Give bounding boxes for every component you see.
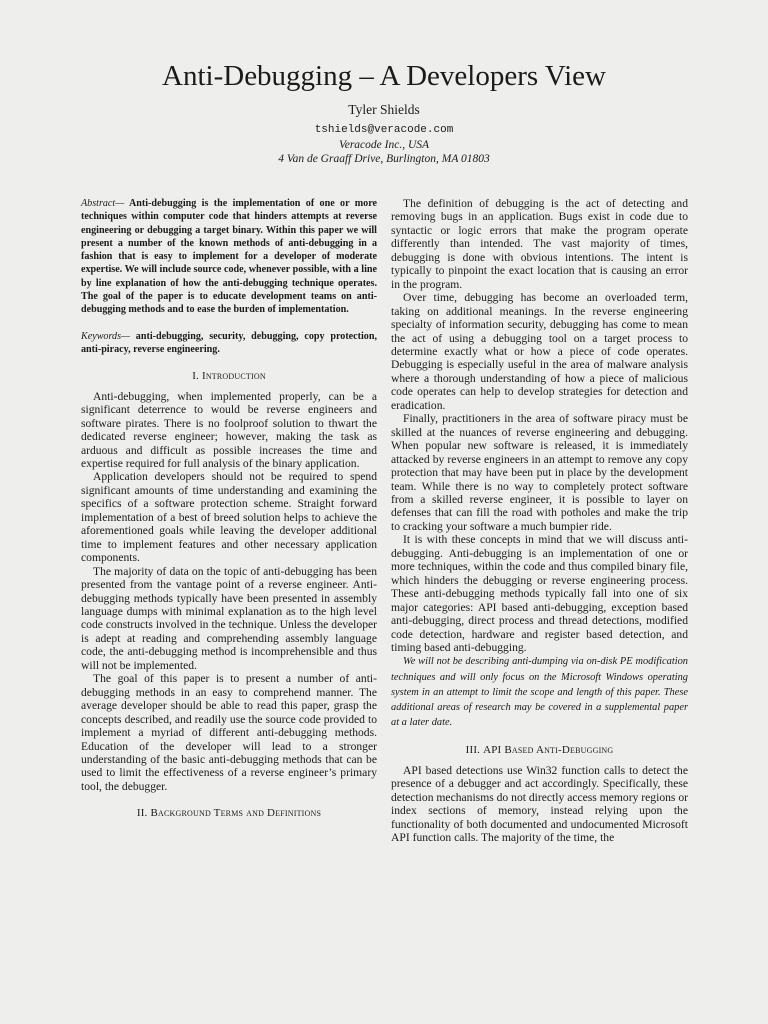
paragraph: Finally, practitioners in the area of software piracy must be skilled at the nuances of reverse engineering and debugging. When popular new software is released, it is immediately attacked by reverse engineers in an attempt to remove any copy protection that may have been put in place by the development team. While there is no way to completely protect software from a skilled reverse engineer, it is possible to layer on defenses that can fill the road with potholes and make the trip to cracking your software a much bumpier ride. [391,412,688,533]
section-number: I. [192,370,200,383]
author-email: tshields@veracode.com [314,124,454,136]
paragraph: Anti-debugging, when implemented properly, can be a significant deterrence to would be reverse engineers and software pirates. There is no foolproof solution to thwart the dedicated reverse engineer; however, making the task as arduous and difficult as possible increases the time and expertise required for full analysis of the binary application. [81,389,377,470]
paragraph: The majority of data on the topic of anti-debugging has been presented from the vantage point of a reverse engineer. Anti-debugging methods typically have been presented in assembly language dumps with minimal explanation as to the high level code constructs involved in the technique. Unless the developer is adept at reading and comprehending assembly language code, the anti-debugging method is incomprehensible and thus will not be implemented. [81,564,377,672]
abstract-text: Anti-debugging is the implementation of one or more techniques within computer code that hinders attempts at reverse engineering or debugging a target binary. Within this paper we will present a number of the known methods of anti-debugging in a fashion that is easy to implement for a developer of moderate expertise. We will include source code, whenever possible, with a line by line explanation of how the anti-debugging technique operates. The goal of the paper is to educate development teams on anti-debugging methods and to ease the burden of implementation. [81,198,377,316]
section-title: Introduction [201,370,266,383]
keywords [81,330,377,357]
paragraph: It is with these concepts in mind that we will discuss anti-debugging. Anti-debugging is an implementation of one or more techniques, within the code and thus compiled binary file, which hinders the debugging or reverse engineering process. These anti-debugging methods typically fall into one of six major categories: API based anti-debugging, exception based anti-debugging, direct process and thread detections, modified code detection, hardware and register based detection, and timing based anti-debugging. [391,533,688,654]
section-number: III. [465,744,481,757]
section-number: II. [136,807,148,820]
paragraph: Over time, debugging has become an overloaded term, taking on additional meanings. In the reverse engineering specialty of information security, debugging has come to mean the act of using a debugging tool on a target process to determine exactly what or how a piece of code operates. Debugging is especially useful in the area of malware analysis where a thorough understanding of how a piece of malicious code operates can help to develop strategies for detection and eradication. [391,291,688,412]
keywords-lead: Keywords— [81,330,130,342]
paper-title: Anti-Debugging – A Developers View [162,60,606,92]
paragraph: API based detections use Win32 function calls to detect the presence of a debugger and act accordingly. Specifically, these detection mechanisms do not directly access memory regions or index sections of memory, instead relying upon the functionality of both documented and undocumented Microsoft API function calls. The majority of the time, the [391,763,688,845]
section-heading-api-based [391,744,688,757]
paragraph: The definition of debugging is the act of detecting and removing bugs in an application. Bugs exist in code due to syntactic or logic errors that make the program operate differently than intended. The vast majority of times, debugging is done with obvious intentions. The intent is typically to pinpoint the exact location that is causing an error in the program. [391,197,688,291]
author-affiliation: Veracode Inc., USA [338,139,430,151]
left-column [81,197,377,827]
right-column [391,197,688,845]
abstract [81,197,377,317]
abstract-lead: Abstract— [81,198,125,209]
author-address: 4 Van de Graaff Drive, Burlington, MA 01803 [278,153,490,165]
section-heading-introduction [81,370,377,383]
section-title: API Based Anti-Debugging [483,744,614,757]
section-heading-background [81,807,377,820]
scope-note: We will not be describing anti-dumping via on-disk PE modification techniques and will only focus on the Microsoft Windows operating system in an attempt to limit the scope and length of this paper. These additional areas of research may be covered in a supplemental paper at a later date. [391,656,688,729]
paragraph: Application developers should not be required to spend significant amounts of time understanding and examining the specifics of a software protection scheme. Straight forward implementation of a best of breed solution helps to achieve the aforementioned goals while leaving the developer additional time to implement features and other necessary application components. [81,470,377,565]
keywords-text: anti-debugging, security, debugging, copy protection, anti-piracy, reverse engineering. [81,330,377,355]
paragraph: The goal of this paper is to present a number of anti-debugging methods in an easy to comprehend manner. The average developer should be able to read this paper, grasp the concepts described, and readily use the source code provided to implement a myriad of different anti-debugging methods. Education of the developer will lead to a stronger understanding of the basic anti-debugging methods that can be used to limit the effectiveness of a reverse engineer’s primary tool, the debugger. [81,672,377,793]
section-title: Background Terms and Definitions [150,807,322,820]
author-name: Tyler Shields [348,102,420,117]
